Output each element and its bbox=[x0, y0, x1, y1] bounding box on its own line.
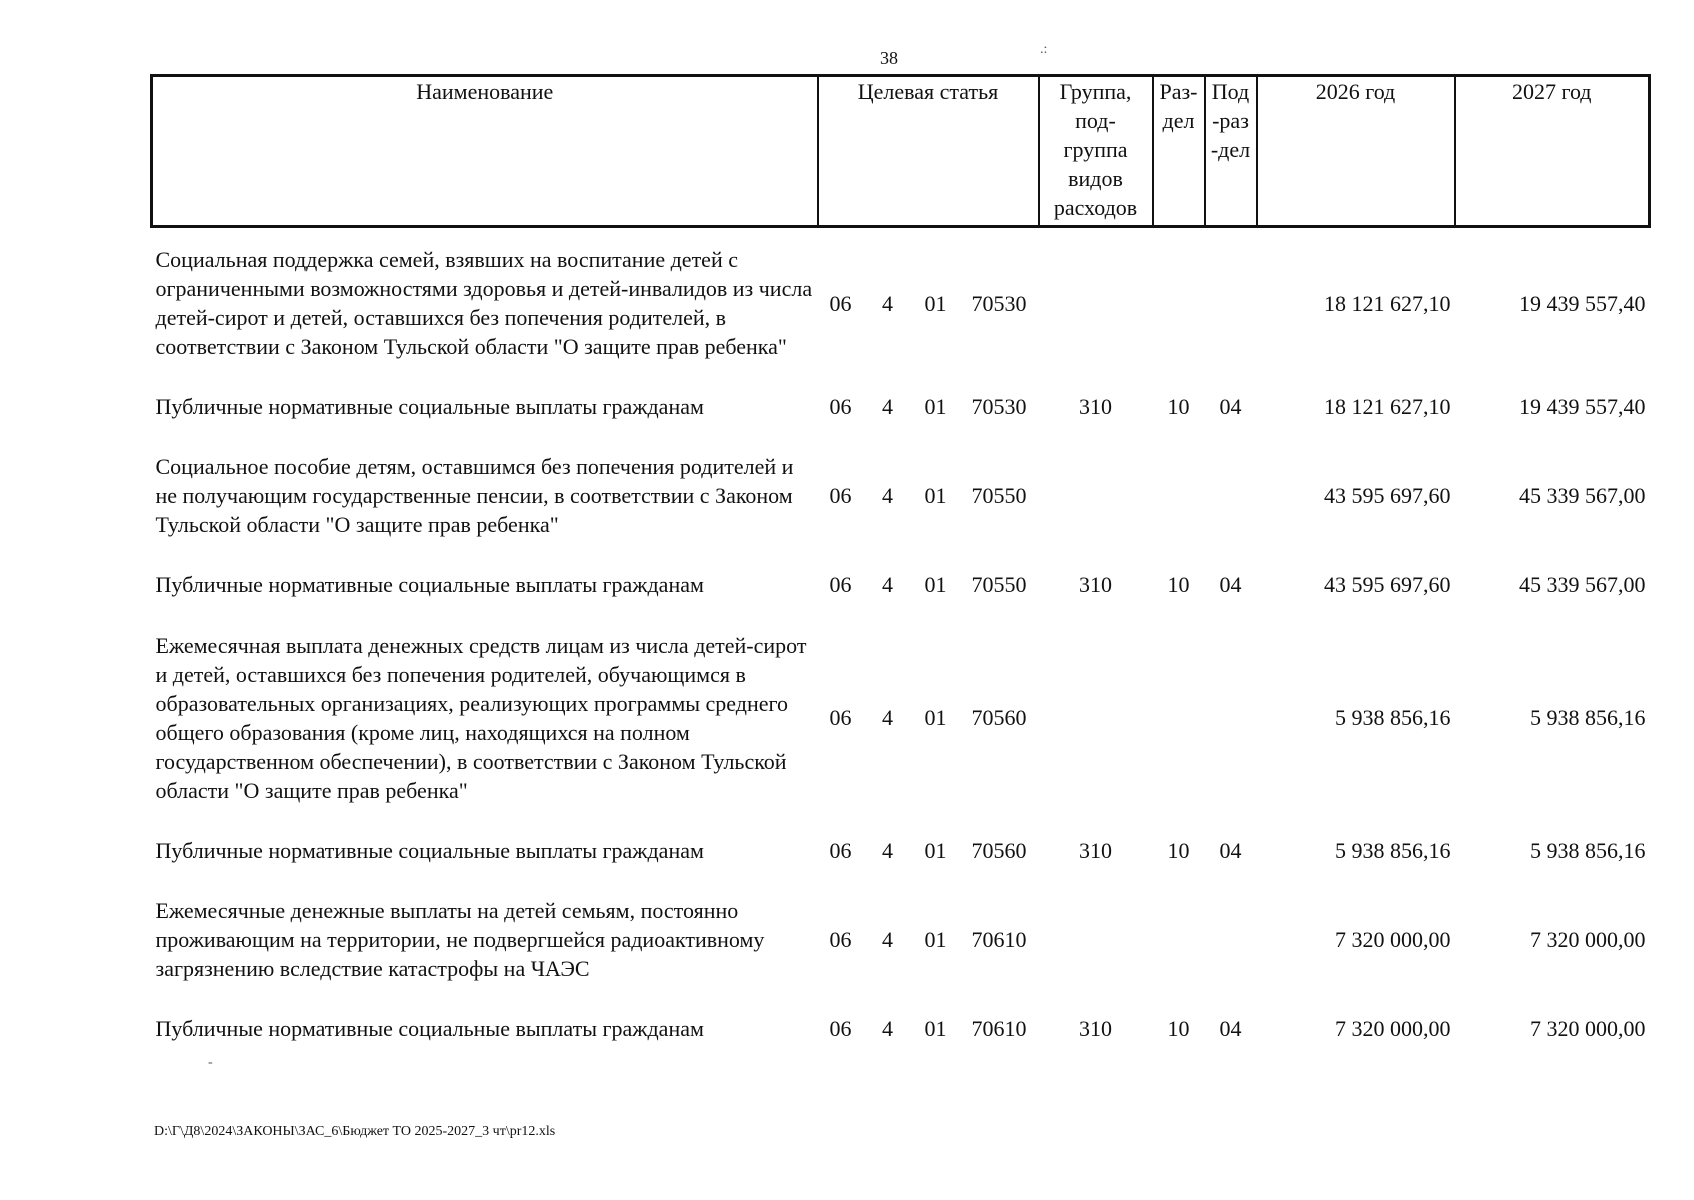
row-code-program: 06 bbox=[829, 483, 852, 508]
row-group bbox=[1039, 227, 1153, 379]
row-group bbox=[1039, 435, 1153, 557]
row-code-subprogram: 4 bbox=[882, 483, 893, 508]
row-group: 310 bbox=[1079, 838, 1112, 863]
row-code-subprogram: 4 bbox=[882, 572, 893, 597]
row-code-subprogram: 4 bbox=[882, 290, 893, 316]
row-amount-2026: 5 938 856,16 bbox=[1335, 838, 1451, 863]
row-amount-2027: 19 439 557,40 bbox=[1519, 290, 1646, 316]
row-section: 10 bbox=[1167, 572, 1190, 597]
row-name: Публичные нормативные социальные выплаты гражданам bbox=[155, 1016, 704, 1041]
row-code-event: 01 bbox=[924, 705, 947, 730]
row-code-event: 01 bbox=[924, 1016, 947, 1041]
header-subsection bbox=[1205, 76, 1257, 227]
header-section bbox=[1153, 76, 1205, 227]
row-amount-2026: 7 320 000,00 bbox=[1335, 927, 1451, 952]
scan-mark: - bbox=[208, 1055, 213, 1070]
scan-mark: .: bbox=[1040, 42, 1048, 57]
row-amount-2026: 18 121 627,10 bbox=[1324, 394, 1451, 419]
row-name: Публичные нормативные социальные выплаты гражданам bbox=[155, 572, 704, 597]
row-code-direction: 70550 bbox=[971, 572, 1027, 597]
table-row bbox=[152, 823, 1650, 879]
row-group bbox=[1039, 613, 1153, 823]
row-amount-2027: 5 938 856,16 bbox=[1530, 705, 1646, 730]
row-code-program: 06 bbox=[829, 705, 852, 730]
row-code-direction: 70610 bbox=[971, 1016, 1027, 1041]
header-group bbox=[1039, 76, 1153, 227]
row-code-event: 01 bbox=[924, 927, 947, 952]
row-subsection: 04 bbox=[1219, 838, 1242, 863]
row-name: Социальная поддержка семей, взявших на воспитание детей с ограниченными возможностями здоровья и детей-инвалидов из числа детей-сирот и детей, оставшихся без попечения родителей, в соответствии с Законом Тульской области "О защите прав ребенка" bbox=[155, 247, 813, 360]
header-year-2026: 2026 год bbox=[1257, 76, 1455, 227]
row-code-program: 06 bbox=[829, 572, 852, 597]
row-amount-2027: 19 439 557,40 bbox=[1519, 394, 1646, 419]
row-subsection: 04 bbox=[1219, 394, 1242, 419]
row-amount-2026: 43 595 697,60 bbox=[1324, 572, 1451, 597]
row-amount-2026: 18 121 627,10 bbox=[1324, 290, 1451, 316]
row-code-subprogram: 4 bbox=[882, 1016, 893, 1041]
row-section bbox=[1153, 435, 1205, 557]
table-row bbox=[152, 613, 1650, 823]
row-amount-2027: 5 938 856,16 bbox=[1530, 838, 1646, 863]
row-section: 10 bbox=[1167, 838, 1190, 863]
row-code-direction: 70610 bbox=[971, 927, 1027, 952]
row-subsection: 04 bbox=[1219, 1016, 1242, 1041]
row-section bbox=[1153, 227, 1205, 379]
row-code-program: 06 bbox=[829, 1016, 852, 1041]
row-code-subprogram: 4 bbox=[882, 838, 893, 863]
budget-table bbox=[150, 74, 1651, 1057]
row-group bbox=[1039, 879, 1153, 1001]
row-group: 310 bbox=[1079, 1016, 1112, 1041]
header-group-text: Группа, под-группа видов расходов bbox=[1053, 79, 1138, 220]
row-code-subprogram: 4 bbox=[882, 394, 893, 419]
row-amount-2026: 43 595 697,60 bbox=[1324, 483, 1451, 508]
row-name: Публичные нормативные социальные выплаты гражданам bbox=[155, 394, 704, 419]
row-name: Ежемесячная выплата денежных средств лицам из числа детей-сирот и детей, оставшихся без попечения родителей, обучающимся в образовательных организациях, реализующих программы среднего общего образования (кроме лиц, находящихся на полном государственном обеспечении), в соответствии с Законом Тульской области "О защите прав ребенка" bbox=[155, 632, 807, 803]
header-subsection-text: Под-раз-дел bbox=[1210, 79, 1251, 162]
row-subsection bbox=[1205, 879, 1257, 1001]
row-code-event: 01 bbox=[924, 572, 947, 597]
row-code-subprogram: 4 bbox=[882, 705, 893, 730]
table-row bbox=[152, 227, 1650, 379]
row-code-direction: 70560 bbox=[971, 705, 1027, 730]
header-target-article: Целевая статья bbox=[818, 76, 1039, 227]
table-row bbox=[152, 435, 1650, 557]
row-amount-2027: 7 320 000,00 bbox=[1530, 1016, 1646, 1041]
table-row bbox=[152, 1001, 1650, 1057]
row-amount-2026: 7 320 000,00 bbox=[1335, 1016, 1451, 1041]
row-amount-2027: 45 339 567,00 bbox=[1519, 483, 1646, 508]
table-row bbox=[152, 379, 1650, 435]
header-section-text: Раз-дел bbox=[1159, 79, 1198, 133]
row-code-event: 01 bbox=[924, 483, 947, 508]
row-amount-2026: 5 938 856,16 bbox=[1335, 705, 1451, 730]
row-code-direction: 70530 bbox=[971, 290, 1027, 316]
header-name: Наименование bbox=[152, 76, 818, 227]
row-section bbox=[1153, 613, 1205, 823]
table-header-row bbox=[152, 76, 1650, 227]
row-code-subprogram: 4 bbox=[882, 927, 893, 952]
row-code-program: 06 bbox=[829, 394, 852, 419]
row-subsection bbox=[1205, 227, 1257, 379]
row-name: Социальное пособие детям, оставшимся без попечения родителей и не получающим государственные пенсии, в соответствии с Законом Тульской области "О защите прав ребенка" bbox=[155, 454, 794, 537]
table-row bbox=[152, 557, 1650, 613]
row-subsection bbox=[1205, 435, 1257, 557]
row-code-program: 06 bbox=[829, 927, 852, 952]
row-group: 310 bbox=[1079, 394, 1112, 419]
row-amount-2027: 45 339 567,00 bbox=[1519, 572, 1646, 597]
row-subsection bbox=[1205, 613, 1257, 823]
row-subsection: 04 bbox=[1219, 572, 1242, 597]
row-code-direction: 70530 bbox=[971, 394, 1027, 419]
row-code-event: 01 bbox=[924, 290, 947, 316]
row-code-direction: 70560 bbox=[971, 838, 1027, 863]
row-code-direction: 70550 bbox=[971, 483, 1027, 508]
table-row bbox=[152, 879, 1650, 1001]
row-section: 10 bbox=[1167, 1016, 1190, 1041]
row-amount-2027: 7 320 000,00 bbox=[1530, 927, 1646, 952]
row-group: 310 bbox=[1079, 572, 1112, 597]
row-name: Ежемесячные денежные выплаты на детей семьям, постоянно проживающим на территории, не подвергшейся радиоактивному загрязнению вследствие катастрофы на ЧАЭС bbox=[155, 898, 765, 981]
page-number: 38 bbox=[880, 48, 898, 68]
row-code-program: 06 bbox=[829, 290, 852, 316]
row-section bbox=[1153, 879, 1205, 1001]
row-code-program: 06 bbox=[829, 838, 852, 863]
row-name: Публичные нормативные социальные выплаты гражданам bbox=[155, 838, 704, 863]
row-code-event: 01 bbox=[924, 394, 947, 419]
footer-file-path: D:\Г\Д8\2024\ЗАКОНЫ\ЗАС_6\Бюджет ТО 2025-2027_3 чт\pr12.xls bbox=[154, 1124, 556, 1139]
row-section: 10 bbox=[1167, 394, 1190, 419]
row-code-event: 01 bbox=[924, 838, 947, 863]
header-year-2027: 2027 год bbox=[1455, 76, 1650, 227]
table-body bbox=[152, 227, 1650, 1057]
